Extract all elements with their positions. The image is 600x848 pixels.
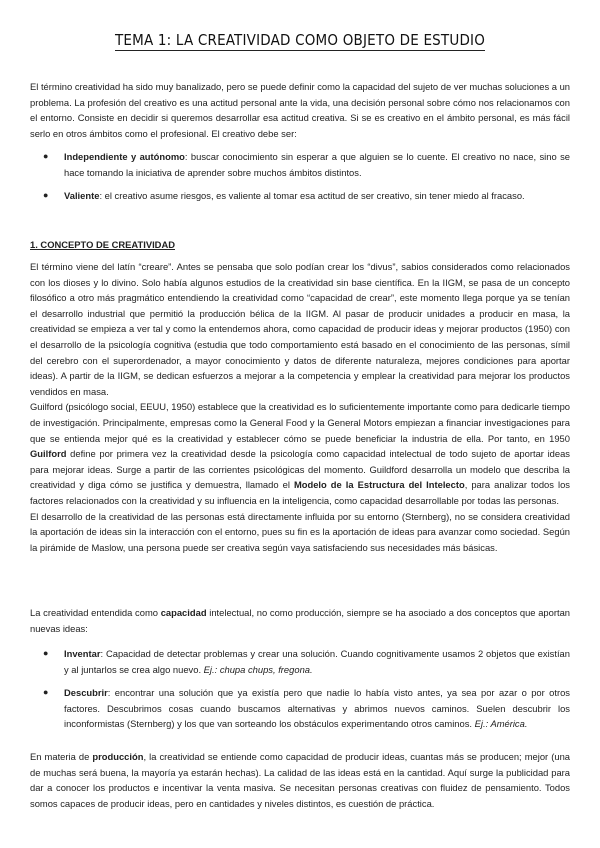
text-span: La creatividad entendida como bbox=[30, 607, 161, 618]
bullet-icon: ● bbox=[43, 648, 49, 658]
section-heading bbox=[30, 237, 570, 253]
text-span: En materia de bbox=[30, 751, 93, 762]
intro-paragraph bbox=[30, 79, 570, 141]
list-item bbox=[30, 685, 570, 732]
title-text: TEMA 1: LA CREATIVIDAD COMO OBJETO DE ESTUDIO bbox=[114, 31, 486, 49]
bold-span: producción bbox=[92, 751, 144, 762]
concept-text: : encontrar una solución que ya existía pero que nadie lo había visto antes, ya sea por azar o por otros factores. Descubrimos cosas cuando buscamos alternativas y abrimos nuevos caminos. Suelen descubrir los inconformistas (Sternberg) y los que van sorteando los obstáculos experimentando otros caminos. bbox=[64, 687, 570, 730]
bullet-icon: ● bbox=[43, 190, 49, 201]
intro-text: El término creatividad ha sido muy banalizado, pero se puede definir como la capacidad del sujeto de ver muchas soluciones a un problema. La profesión del creativo es una actitud personal ante la vida, una decisión personal sobre cómo nos relacionamos con el entorno. Consiste en decidir si queremos desarrollar esa actitud creativa. Si se es creativo en el ámbito personal, es más fácil serlo en otros ámbitos como el profesional. El creativo debe ser: bbox=[30, 81, 570, 139]
page-title bbox=[30, 31, 570, 51]
concept-example: Ej.: chupa chups, fregona. bbox=[203, 663, 313, 675]
text-span: Guilford (psicólogo social, EEUU, 1950) establece que la creatividad es lo suficientemente importante como para dedicarle tiempo de investigación. Principalmente, empresas como la General Food y la General Motors empiezan a financiar investigaciones para que se entienda mejor qué es la creatividad y establecer cómo se puede beneficiar la industria de ella. Por tanto, en 1950 bbox=[30, 401, 570, 444]
trait-term: Valiente bbox=[64, 190, 100, 202]
concept-text: El término viene del latín “creare”. Antes se pensaba que solo podían crear los “divus”, sabios considerados como relacionados con los dioses y lo divino. Solo había algunos estudios de la creatividad sin base científica. En la IIGM, se pasa de un concepto filosófico a otro más pragmático entendiendo la creatividad como “capacidad de crear”, este momento llega porque ya se tenían el desarrollo industrial que permitió la producción bélica de la IIGM. Al pasar de producir unidades a producir en masa, la creatividad se empieza a ver tal y como la entendemos ahora, como capacidad de producir ideas y mejorar productos (1950) con el desarrollo de la psicología cognitiva (estudia que todo comportamiento está basado en el conocimiento de las personas, símil del cerebro con el superordenador, a mayor conocimiento y datos de diferente naturaleza, mejores condiciones para aportar ideas). A partir de la IIGM, se dedican esfuerzos a mejorar a la competencia y emplear la creatividad para mejorar los productos vendidos en masa. bbox=[30, 261, 570, 397]
concept-term: Inventar bbox=[64, 648, 101, 659]
text-span: intelectual, no como producción, siempre se ha asociado a dos conceptos que aportan nuevas ideas: bbox=[30, 607, 570, 634]
text-span: , la creatividad se entiende como capacidad de producir ideas, cuantas más se producen; mejor (una de muchas será buena, la mayoría ya estarán hechas). La calidad de las ideas está en la cantidad. Aquí surge la publicidad para dar a conocer los productos e incentivar la venta masiva. Se necesitan personas creativas con fluidez de pensamiento. Todos somos capaces de producir ideas, pero en cantidades y niveles distintos, es cuestión de práctica. bbox=[30, 751, 570, 809]
guilford-paragraph bbox=[30, 399, 570, 508]
capacity-paragraph bbox=[30, 605, 570, 636]
environment-paragraph: El desarrollo de la creatividad de las personas está directamente influida por su entorno (Sternberg), no se considera creatividad la aportación de ideas sin la interacción con el entorno, pues su fin es la aportación de ideas para avanzar como sociedad. Según la pirámide de Maslow, una persona puede ser creativa según vaya satisfaciendo sus necesidades más básicas. bbox=[30, 510, 570, 553]
concept-term: Descubrir bbox=[64, 687, 108, 699]
production-paragraph bbox=[30, 749, 570, 811]
section-heading-text: 1. CONCEPTO DE CREATIVIDAD bbox=[30, 239, 175, 250]
list-item bbox=[30, 646, 570, 677]
traits-list bbox=[30, 149, 570, 204]
trait-text: : buscar conocimiento sin esperar a que alguien se lo cuente. El creativo no nace, sino se hace tomando la iniciativa de aprender sobre muchos ámbitos distintos. bbox=[64, 151, 570, 178]
text-span: , para analizar todos los factores relacionados con la creatividad y su influencia en la inteligencia, como capacidad desarrollable por todas las personas. bbox=[30, 479, 570, 506]
concept-text: : Capacidad de detectar problemas y crear una solución. Cuando cognitivamente usamos 2 objetos que existían y al juntarlos se crea algo nuevo. bbox=[64, 648, 570, 675]
text-span: define por primera vez la creatividad desde la psicología como capacidad intelectual de todo sujeto de aportar ideas para mejorar ideas. Surge a partir de las corrientes psicológicas del momento. Guildford desarrolla un modelo que describa la creatividad y diga cómo se justifica y demuestra, llamado el bbox=[30, 448, 570, 491]
concept-paragraph bbox=[30, 259, 570, 555]
bold-span: Guilford bbox=[30, 448, 67, 460]
bullet-icon: ● bbox=[43, 151, 49, 161]
trait-term: Independiente y autónomo bbox=[64, 151, 185, 162]
trait-text: : el creativo asume riesgos, es valiente al tomar esa actitud de ser creativo, sin tener miedo al fracaso. bbox=[99, 190, 525, 202]
bullet-icon: ● bbox=[43, 687, 49, 698]
concept-example: Ej.: América. bbox=[474, 718, 528, 730]
bold-span: Modelo de la Estructura del Intelecto bbox=[293, 479, 465, 491]
concepts-list bbox=[30, 646, 570, 732]
list-item bbox=[30, 188, 570, 204]
bold-span: capacidad bbox=[160, 607, 207, 618]
list-item bbox=[30, 149, 570, 180]
